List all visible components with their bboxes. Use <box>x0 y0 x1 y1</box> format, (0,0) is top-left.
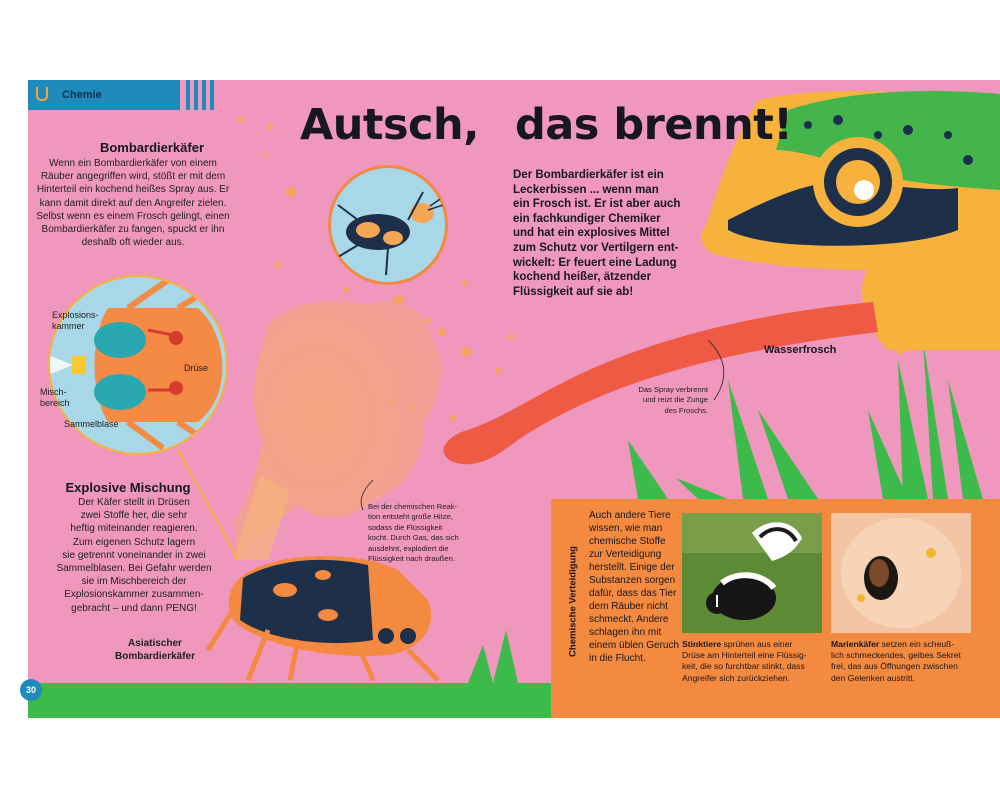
frog-label: Wasserfrosch <box>764 344 837 356</box>
page-number-left: 30 <box>20 679 42 701</box>
defense-box-text: Auch andere Tiere wissen, wie man chemische Stoffe zur Verteidigung herstellt. Einige der Substanzen sorgen dafür, dass das Tier dem Räuber nicht schmeckt. Andere schlagen ihn mit einem üblen Geruch in die Flucht. <box>589 510 680 664</box>
book-spread <box>25 80 1000 718</box>
label-mix: Misch- bereich <box>40 387 70 408</box>
beetle-text: Wenn ein Bombardierkäfer von einem Räuber angegriffen wird, stößt er mit dem Hinterteil ein kochend heißes Spray aus. Er kann damit direkt auf den Angreifer zielen. Selbst wenn es einem Frosch gelingt, einen Bombardierkäfer zu fangen, spuckt er ihn deshalb oft wieder aus. <box>36 158 230 249</box>
headline-right: das brennt! <box>515 100 793 150</box>
intro-text: Der Bombardierkäfer ist ein Leckerbissen ... wenn man ein Frosch ist. Er ist aber auch ein fachkundiger Chemiker und hat ein explosives Mittel zum Schutz vor Vertilgern ent- wickelt: Er feuert eine Ladung kochend heißer, ätzender Flüssigkeit auf sie ab! <box>513 169 681 298</box>
label-gland: Drüse <box>184 363 209 373</box>
small-beetle-circle <box>328 165 468 285</box>
label-bladder: Sammelblase <box>64 419 119 429</box>
mix-text: Der Käfer stellt in Drüsen zwei Stoffe her, die sehr heftig miteinander reagieren. Zum eigenen Schutz lagern sie getrennt voneinander in zwei Sammelblasen. Bei Gefahr werden sie im Mischbereich der Explosionskammer zusammen- gebracht – und dann PENG! <box>56 497 212 614</box>
skunk-caption: Stinktiere sprühen aus einer Drüse am Hinterteil eine Flüssig- keit, die so furchtbar stinkt, dass Angreifer sich zurückziehen. <box>682 639 807 683</box>
spray-caption: Das Spray verbrennt und reizt die Zunge des Froschs. <box>638 385 708 415</box>
ladybird-caption: Marienkäfer setzen ein scheuß- lich schmeckendes, gelbes Sekret frei, das aus Öffnungen zwischen den Gelenken austritt. <box>831 639 961 683</box>
skunk-photo <box>682 513 822 633</box>
chapter-label: Chemie <box>62 89 102 101</box>
beetle-title: Bombardierkäfer <box>99 140 205 155</box>
chemical-defense-box <box>551 499 1000 718</box>
ground-strip <box>28 683 551 718</box>
frog-tongue <box>444 302 878 464</box>
headline-left: Autsch, <box>300 100 479 150</box>
beetle-label: Asiatischer Bombardierkäfer <box>114 638 196 663</box>
mix-title: Explosive Mischung <box>65 480 191 495</box>
defense-box-title: Chemische Verteidigung <box>567 546 579 657</box>
reaction-caption: Bei der chemischen Reak- tion entsteht große Hitze, sodass die Flüssigkeit kocht. Durch Gas, das sich ausdehnt, explodiert die Flüssigkeit nach draußen. <box>368 502 459 564</box>
big-beetle <box>208 556 438 680</box>
label-chamber: Explosions- kammer <box>52 310 99 331</box>
ladybird-photo <box>831 513 971 633</box>
